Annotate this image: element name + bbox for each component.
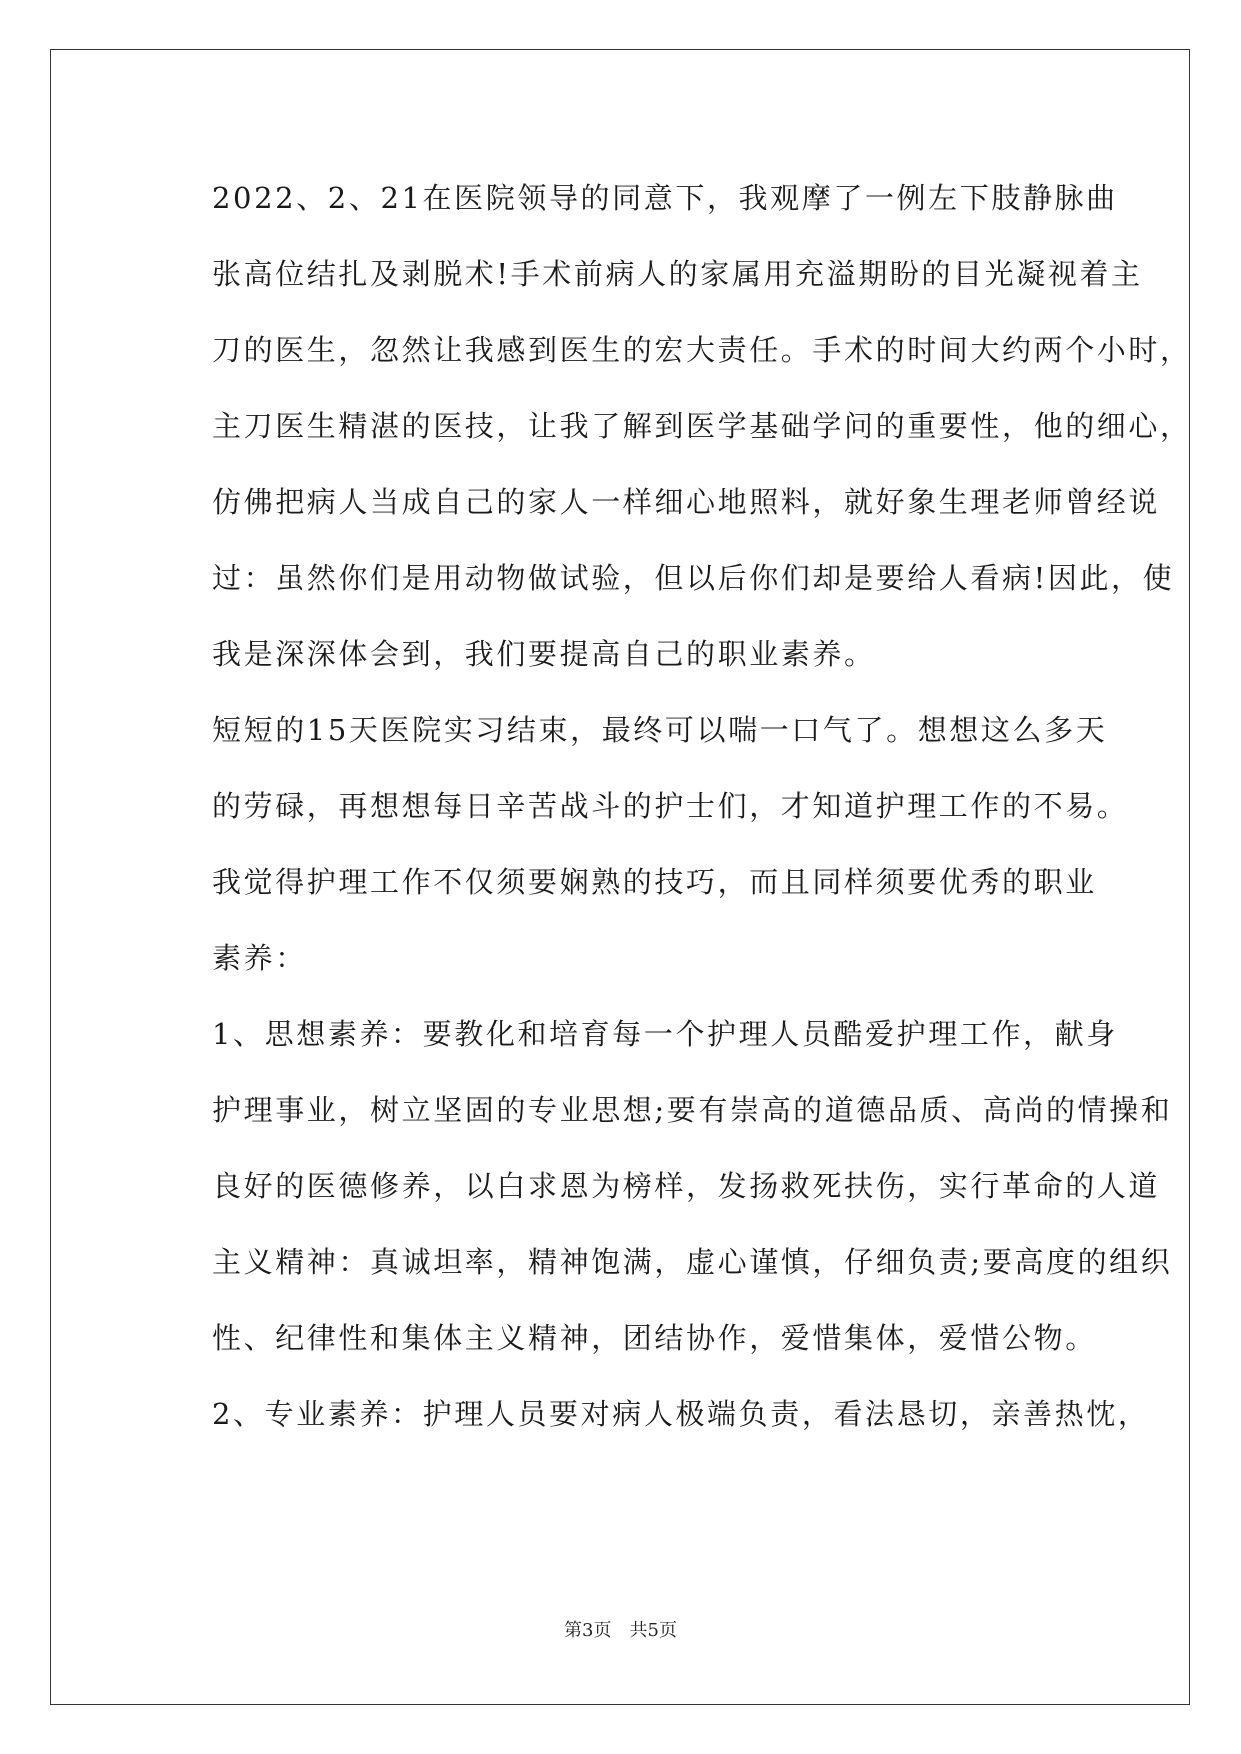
text-line: 主刀医生精湛的医技，让我了解到医学基础学问的重要性，他的细心，	[212, 409, 1192, 443]
text-line: 素养：	[212, 941, 307, 975]
total-page-count: 共5页	[629, 1620, 677, 1641]
text-line: 良好的医德修养，以白求恩为榜样，发扬救死扶伤，实行革命的人道	[212, 1169, 1161, 1203]
text-line: 张高位结扎及剥脱术!手术前病人的家属用充溢期盼的目光凝视着主	[212, 257, 1143, 291]
text-line: 刀的医生，忽然让我感到医生的宏大责任。手术的时间大约两个小时，	[212, 333, 1192, 367]
text-line: 我是深深体会到，我们要提高自己的职业素养。	[212, 637, 876, 671]
text-line: 过：虽然你们是用动物做试验，但以后你们却是要给人看病!因此，使	[212, 561, 1175, 595]
paragraph-specialty-quality	[150, 1376, 1150, 1452]
text-line: 仿佛把病人当成自己的家人一样细心地照料，就好象生理老师曾经说	[212, 485, 1161, 519]
text-line: 性、纪律性和集体主义精神，团结协作，爱惜集体，爱惜公物。	[212, 1321, 1097, 1355]
page-body	[150, 160, 1192, 1452]
text-line: 主义精神：真诚坦率，精神饱满，虚心谨慎，仔细负责;要高度的组织	[212, 1245, 1173, 1279]
paragraph-ideological-quality	[150, 996, 1173, 1376]
text-line: 2、专业素养：护理人员要对病人极端负责，看法恳切，亲善热忱，	[212, 1397, 1150, 1431]
current-page-number: 第3页	[564, 1620, 612, 1641]
text-line: 我觉得护理工作不仅须要娴熟的技巧，而且同样须要优秀的职业	[212, 865, 1097, 899]
paragraph-professional-qualities	[150, 844, 1097, 996]
page-footer	[0, 1616, 1241, 1642]
paragraph-surgery-observation	[150, 160, 1192, 692]
text-line: 短短的15天医院实习结束，最终可以喘一口气了。想想这么多天	[212, 713, 1108, 747]
text-line: 1、思想素养：要教化和培育每一个护理人员酷爱护理工作，献身	[212, 1017, 1118, 1051]
text-line: 护理事业，树立坚固的专业思想;要有崇高的道德品质、高尚的情操和	[212, 1093, 1173, 1127]
text-line: 2022、2、21在医院领导的同意下，我观摩了一例左下肢静脉曲	[212, 181, 1118, 215]
paragraph-internship-end	[150, 692, 1129, 844]
text-line: 的劳碌，再想想每日辛苦战斗的护士们，才知道护理工作的不易。	[212, 789, 1129, 823]
